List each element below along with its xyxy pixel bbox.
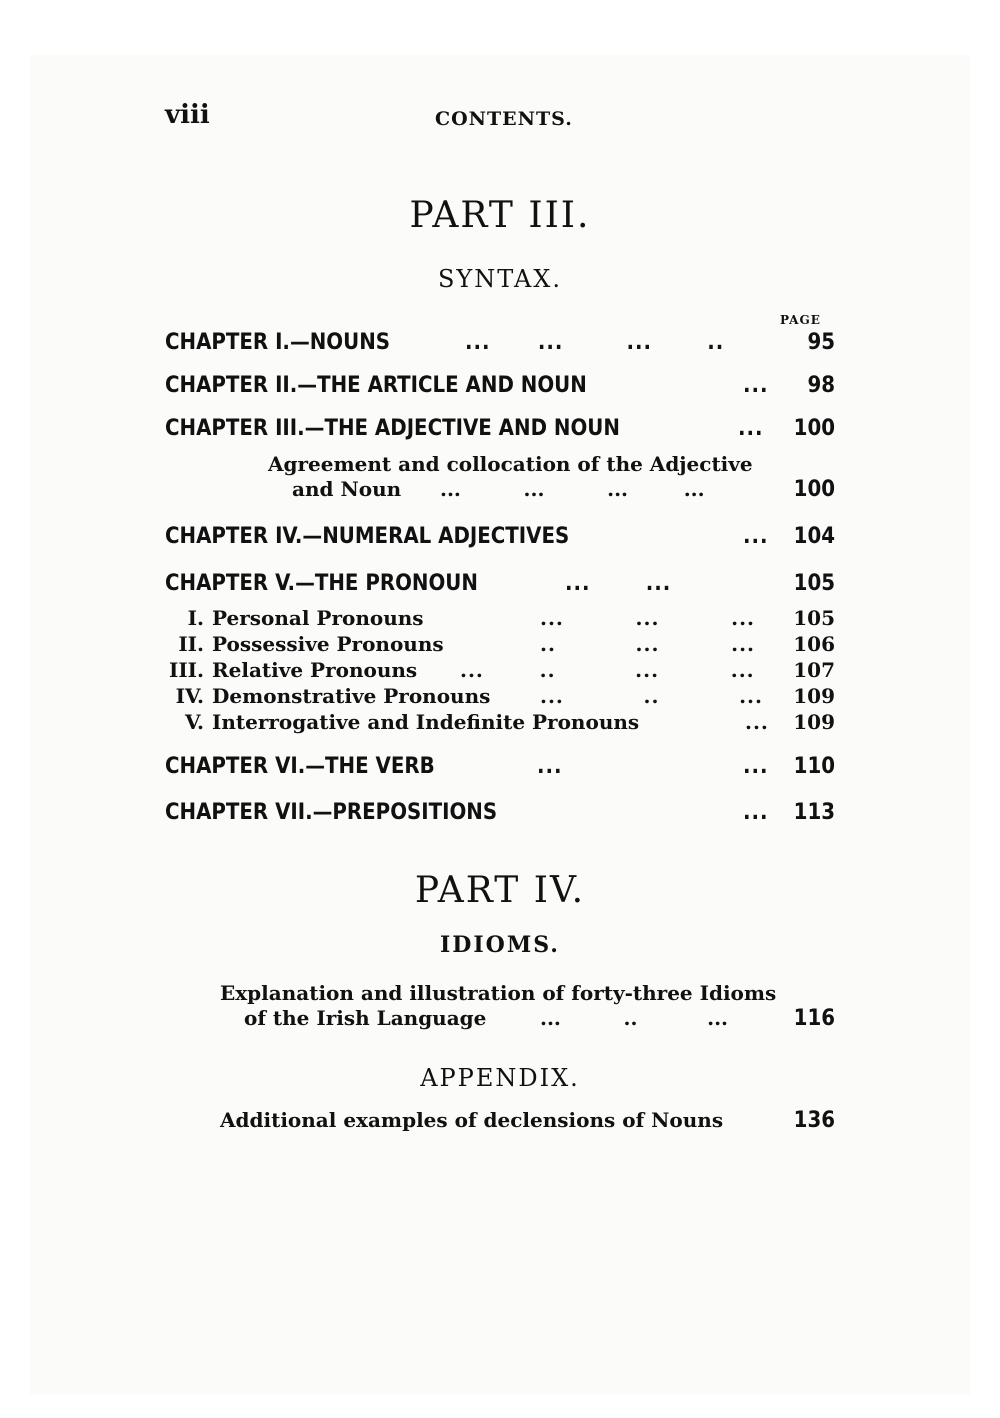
section-page: 106	[793, 632, 835, 656]
section-numeral: I.	[187, 606, 204, 630]
part-4-title: PART IV.	[414, 870, 586, 911]
section-entry[interactable]	[160, 632, 835, 658]
chapter-title: CHAPTER III.—THE ADJECTIVE AND NOUN	[165, 416, 620, 441]
section-title: Personal Pronouns	[212, 606, 424, 630]
chapter-entry[interactable]	[165, 373, 835, 403]
section-page: 105	[793, 606, 835, 630]
chapter-page: 110	[793, 754, 835, 779]
appendix-entry-page: 136	[793, 1108, 835, 1133]
chapter-title: CHAPTER IV.—NUMERAL ADJECTIVES	[165, 524, 570, 549]
subentry-page: 100	[793, 477, 835, 502]
chapter-page: 113	[793, 800, 835, 825]
chapter-entry[interactable]	[165, 571, 835, 601]
chapter-title: CHAPTER V.—THE PRONOUN	[165, 571, 478, 596]
page-column-header: PAGE	[780, 313, 821, 327]
chapter-entry[interactable]	[165, 754, 835, 784]
section-page: 109	[793, 684, 835, 708]
section-entry[interactable]	[160, 710, 835, 736]
leader-dots: ... ...	[565, 571, 672, 596]
leader-dots: ...	[745, 710, 769, 734]
section-numeral: II.	[178, 632, 204, 656]
leader-dots: ...	[537, 754, 563, 779]
chapter-entry[interactable]	[165, 524, 835, 554]
chapter-title: CHAPTER II.—THE ARTICLE AND NOUN	[165, 373, 587, 398]
section-title: Possessive Pronouns	[212, 632, 444, 656]
chapter-title: CHAPTER VI.—THE VERB	[165, 754, 435, 779]
chapter-title: CHAPTER I.—NOUNS	[165, 330, 391, 355]
idioms-entry-line-2: of the Irish Language	[244, 1006, 487, 1030]
section-entry[interactable]	[160, 606, 835, 632]
leader-dots: ... ... ... ..	[465, 330, 725, 355]
part-3-title: PART III.	[409, 195, 591, 236]
idioms-entry-line-1: Explanation and illustration of forty-three Idioms	[220, 981, 777, 1005]
part-3-subtitle: SYNTAX.	[437, 265, 563, 293]
chapter-page: 104	[793, 524, 835, 549]
section-entry[interactable]	[160, 684, 835, 710]
section-page: 107	[793, 658, 835, 682]
subentry-line-2: and Noun	[292, 477, 402, 501]
leader-dots: ...	[738, 416, 764, 441]
part-4-subtitle: IDIOMS.	[440, 932, 560, 958]
section-numeral: V.	[185, 710, 204, 734]
section-title: Interrogative and Indefinite Pronouns	[212, 710, 640, 734]
leader-dots: ...	[743, 524, 769, 549]
appendix-entry: Additional examples of declensions of Nouns	[220, 1108, 724, 1132]
chapter-entry[interactable]	[165, 800, 835, 830]
section-numeral: III.	[168, 658, 204, 682]
leader-dots: .. ... ...	[540, 632, 755, 656]
chapter-entry[interactable]	[165, 416, 835, 446]
chapter-page: 98	[807, 373, 835, 398]
section-title: Demonstrative Pronouns	[212, 684, 491, 708]
chapter-page: 100	[793, 416, 835, 441]
leader-dots: ...	[743, 754, 769, 779]
section-page: 109	[793, 710, 835, 734]
leader-dots: ... .. ...	[540, 684, 763, 708]
section-entry[interactable]	[160, 658, 835, 684]
chapter-page: 95	[807, 330, 835, 355]
leader-dots: ...	[743, 373, 769, 398]
running-title: CONTENTS.	[435, 108, 573, 130]
section-title: Relative Pronouns	[212, 658, 418, 682]
page-number: viii	[165, 100, 210, 130]
appendix-title: APPENDIX.	[420, 1064, 580, 1092]
leader-dots: ... ... ... ...	[440, 477, 705, 501]
subentry-line-1: Agreement and collocation of the Adjective	[268, 452, 753, 476]
section-numeral: IV.	[175, 684, 204, 708]
chapter-title: CHAPTER VII.—PREPOSITIONS	[165, 800, 498, 825]
idioms-entry-page: 116	[793, 1006, 835, 1031]
leader-dots: ... .. ... ...	[460, 658, 755, 682]
leader-dots: ... .. ...	[540, 1006, 728, 1030]
chapter-entry[interactable]	[165, 330, 835, 360]
leader-dots: ... ... ...	[540, 606, 755, 630]
chapter-page: 105	[793, 571, 835, 596]
leader-dots: ...	[743, 800, 769, 825]
